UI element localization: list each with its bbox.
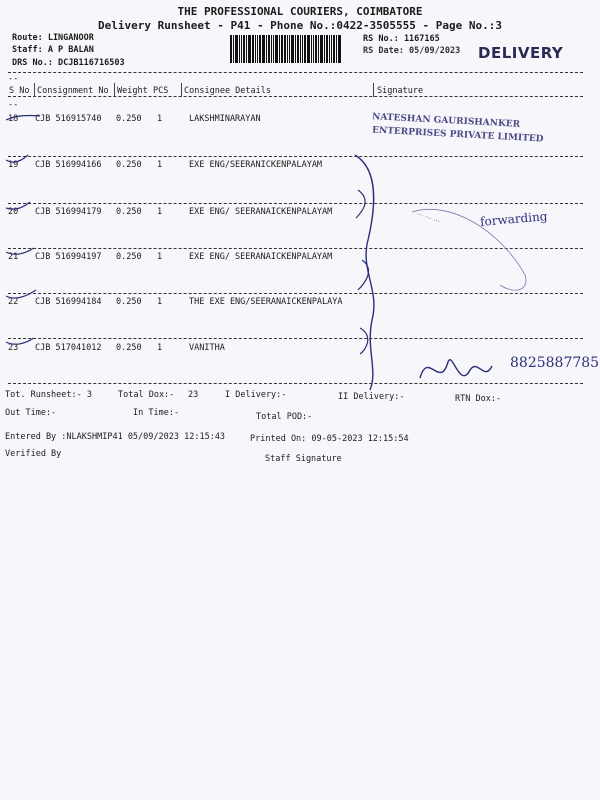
row-weight: 0.250 <box>116 297 142 307</box>
total-pod: Total POD:- <box>256 412 313 422</box>
rtn-dox: RTN Dox:- <box>455 394 502 404</box>
rs-number: RS No.: 1167165 <box>363 34 440 44</box>
staff-signature: Staff Signature <box>265 454 342 464</box>
row-consignee: LAKSHMINARAYAN <box>189 114 261 124</box>
verified-by: Verified By <box>5 449 62 459</box>
rule-header <box>8 96 583 97</box>
row-consignment: CJB 516994166 <box>35 160 102 170</box>
row-sno: 21 <box>8 252 19 262</box>
printed-on: Printed On: 09-05-2023 12:15:54 <box>250 434 409 444</box>
row-pcs: 1 <box>157 343 163 353</box>
row-consignment: CJB 516994197 <box>35 252 102 262</box>
barcode <box>230 35 358 63</box>
col-header-pcs: PCS <box>153 86 169 96</box>
row-consignee: EXE ENG/SEERANICKENPALAYAM <box>189 160 323 170</box>
row-weight: 0.250 <box>116 160 142 170</box>
row-consignment: CJB 516994184 <box>35 297 102 307</box>
row-pcs: 1 <box>157 252 163 262</box>
entered-by: Entered By :NLAKSHMIP41 05/09/2023 12:15:43 <box>5 432 226 442</box>
row-weight: 0.250 <box>116 207 142 217</box>
total-dox-value: 23 <box>188 390 199 400</box>
col-sep <box>34 83 35 97</box>
row-sno: 18 <box>8 114 19 124</box>
row-pcs: 1 <box>157 297 163 307</box>
company-title: THE PROFESSIONAL COURIERS, COIMBATORE <box>177 5 423 18</box>
ii-delivery: II Delivery:- <box>338 392 405 402</box>
col-header-weight: Weight <box>117 86 148 96</box>
handwritten-note: forwarding <box>479 209 548 229</box>
rule-top <box>8 72 583 73</box>
row-sno: 23 <box>8 343 19 353</box>
row-sno: 22 <box>8 297 19 307</box>
col-sep <box>181 83 182 97</box>
handwritten-phone: 8825887785 <box>510 355 600 371</box>
row-sno: 20 <box>8 207 19 217</box>
tot-runsheet: Tot. Runsheet:- 3 <box>5 390 92 400</box>
row-consignee: EXE ENG/ SEERANAICKENPALAYAM <box>189 207 333 217</box>
col-header-consignment: Consignment No <box>37 86 109 96</box>
row-consignee: THE EXE ENG/SEERANAICKENPALAYA <box>189 297 343 307</box>
col-header-signature: Signature <box>377 86 424 96</box>
row-pcs: 1 <box>157 160 163 170</box>
row-pcs: 1 <box>157 207 163 217</box>
dash-mark: -- <box>8 74 19 84</box>
row-consignee: VANITHA <box>189 343 225 353</box>
staff: Staff: A P BALAN <box>12 45 94 55</box>
i-delivery: I Delivery:- <box>225 390 287 400</box>
company-stamp-line1: NATESHAN GAURISHANKER <box>371 112 521 130</box>
runsheet-title: Delivery Runsheet - P41 - Phone No.:0422-3505555 - Page No.:3 <box>98 19 502 32</box>
delivery-stamp: DELIVERY <box>478 44 564 62</box>
row-consignment: CJB 516994179 <box>35 207 102 217</box>
row-weight: 0.250 <box>116 114 142 124</box>
row-consignment: CJB 516915740 <box>35 114 102 124</box>
company-stamp-line2: ENTERPRISES PRIVATE LIMITED <box>371 125 544 145</box>
row-consignee: EXE ENG/ SEERANAICKENPALAYAM <box>189 252 333 262</box>
rs-date: RS Date: 05/09/2023 <box>363 46 461 56</box>
col-header-consignee: Consignee Details <box>184 86 271 96</box>
route: Route: LINGANOOR <box>12 33 94 43</box>
col-header-sno: S No <box>9 86 30 96</box>
row-weight: 0.250 <box>116 343 142 353</box>
row-weight: 0.250 <box>116 252 142 262</box>
row-pcs: 1 <box>157 114 163 124</box>
round-stamp-text: ··· ··· ··· <box>415 210 442 226</box>
in-time: In Time:- <box>133 408 180 418</box>
total-dox-label: Total Dox:- <box>118 390 175 400</box>
out-time: Out Time:- <box>5 408 57 418</box>
dash-mark: -- <box>8 100 19 110</box>
row-consignment: CJB 517041012 <box>35 343 102 353</box>
col-sep <box>373 83 374 97</box>
row-sno: 19 <box>8 160 19 170</box>
col-sep <box>114 83 115 97</box>
drs-number: DRS No.: DCJB116716503 <box>12 58 125 68</box>
